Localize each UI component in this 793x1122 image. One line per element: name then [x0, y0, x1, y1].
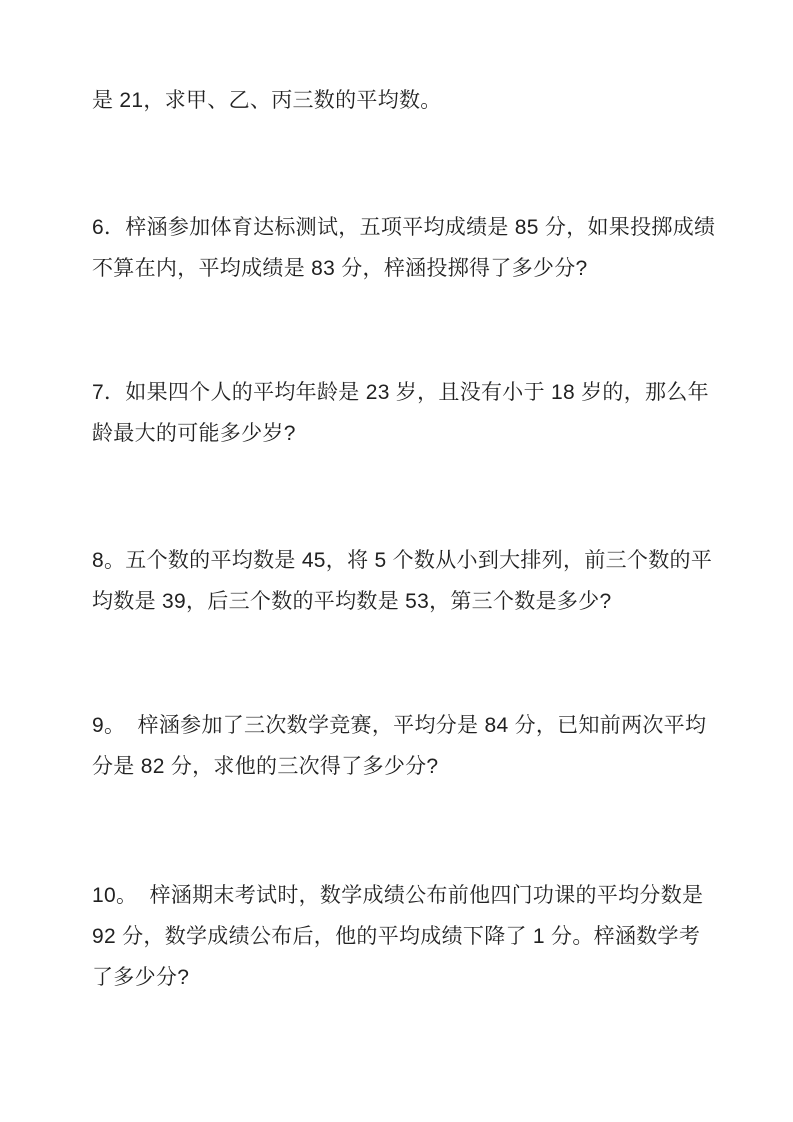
problem-9 — [92, 705, 752, 787]
text-line: 8。五个数的平均数是 45，将 5 个数从小到大排列，前三个数的平 — [92, 549, 713, 572]
text-line: 9。 梓涵参加了三次数学竞赛，平均分是 84 分，已知前两次平均 — [92, 714, 707, 737]
text-line: 龄最大的可能多少岁? — [92, 422, 296, 445]
problem-7 — [92, 372, 752, 454]
text-line: 10。 梓涵期末考试时，数学成绩公布前他四门功课的平均分数是 — [92, 884, 704, 907]
problem-8 — [92, 540, 752, 622]
problem-10 — [92, 875, 752, 998]
text-line: 不算在内，平均成绩是 83 分，梓涵投掷得了多少分? — [92, 257, 588, 280]
text-line: 是 21，求甲、乙、丙三数的平均数。 — [92, 89, 442, 112]
text-line: 了多少分? — [92, 966, 190, 989]
text-line: 6．梓涵参加体育达标测试，五项平均成绩是 85 分，如果投掷成绩 — [92, 216, 716, 239]
problem-6 — [92, 207, 752, 289]
text-line: 均数是 39，后三个数的平均数是 53，第三个数是多少? — [92, 590, 612, 613]
text-line: 7．如果四个人的平均年龄是 23 岁，且没有小于 18 岁的，那么年 — [92, 381, 709, 404]
text-line: 分是 82 分，求他的三次得了多少分? — [92, 755, 439, 778]
text-line: 92 分，数学成绩公布后，他的平均成绩下降了 1 分。梓涵数学考 — [92, 925, 701, 948]
intro-fragment — [92, 80, 752, 121]
